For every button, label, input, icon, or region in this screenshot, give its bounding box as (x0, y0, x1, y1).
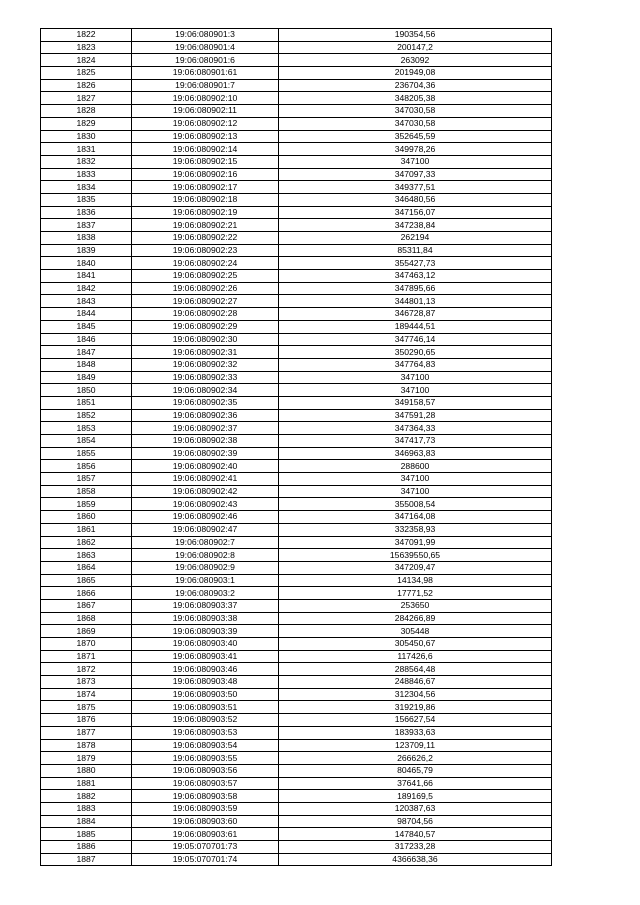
row-number-cell: 1850 (41, 384, 132, 397)
row-number-cell: 1834 (41, 181, 132, 194)
cadastral-number-cell: 19:06:080903:38 (132, 612, 279, 625)
row-number-cell: 1847 (41, 346, 132, 359)
cadastral-number-cell: 19:06:080902:8 (132, 549, 279, 562)
row-number-cell: 1853 (41, 422, 132, 435)
table-row (41, 244, 552, 257)
value-cell: 344801,13 (279, 295, 552, 308)
cadastral-number-cell: 19:06:080902:38 (132, 435, 279, 448)
cadastral-number-cell: 19:06:080903:58 (132, 790, 279, 803)
table-row (41, 460, 552, 473)
cadastral-number-cell: 19:06:080903:50 (132, 688, 279, 701)
value-cell: 347091,99 (279, 536, 552, 549)
value-cell: 347097,33 (279, 168, 552, 181)
cadastral-number-cell: 19:06:080902:12 (132, 117, 279, 130)
cadastral-number-cell: 19:06:080902:33 (132, 371, 279, 384)
row-number-cell: 1880 (41, 764, 132, 777)
table-row (41, 587, 552, 600)
cadastral-number-cell: 19:06:080903:41 (132, 650, 279, 663)
cadastral-number-cell: 19:06:080902:18 (132, 193, 279, 206)
cadastral-number-cell: 19:06:080903:40 (132, 638, 279, 651)
table-row (41, 143, 552, 156)
value-cell: 349158,57 (279, 396, 552, 409)
value-cell: 346728,87 (279, 308, 552, 321)
value-cell: 183933,63 (279, 726, 552, 739)
row-number-cell: 1846 (41, 333, 132, 346)
cadastral-number-cell: 19:06:080903:51 (132, 701, 279, 714)
table-row (41, 739, 552, 752)
cadastral-number-cell: 19:06:080903:46 (132, 663, 279, 676)
cadastral-number-cell: 19:06:080902:34 (132, 384, 279, 397)
row-number-cell: 1859 (41, 498, 132, 511)
table-row (41, 270, 552, 283)
value-cell: 347030,58 (279, 105, 552, 118)
table-row (41, 498, 552, 511)
row-number-cell: 1822 (41, 29, 132, 42)
value-cell: 355427,73 (279, 257, 552, 270)
table-row (41, 384, 552, 397)
value-cell: 4366638,36 (279, 853, 552, 866)
row-number-cell: 1883 (41, 802, 132, 815)
value-cell: 156627,54 (279, 714, 552, 727)
row-number-cell: 1826 (41, 79, 132, 92)
row-number-cell: 1866 (41, 587, 132, 600)
cadastral-number-cell: 19:06:080902:19 (132, 206, 279, 219)
cadastral-number-cell: 19:06:080902:47 (132, 523, 279, 536)
value-cell: 98704,56 (279, 815, 552, 828)
row-number-cell: 1828 (41, 105, 132, 118)
value-cell: 347100 (279, 485, 552, 498)
value-cell: 305450,67 (279, 638, 552, 651)
cadastral-number-cell: 19:06:080903:2 (132, 587, 279, 600)
value-cell: 262194 (279, 232, 552, 245)
row-number-cell: 1886 (41, 841, 132, 854)
value-cell: 347746,14 (279, 333, 552, 346)
table-row (41, 511, 552, 524)
value-cell: 347238,84 (279, 219, 552, 232)
table-row (41, 714, 552, 727)
cadastral-number-cell: 19:06:080903:57 (132, 777, 279, 790)
value-cell: 201949,08 (279, 67, 552, 80)
cadastral-value-table (40, 28, 552, 866)
value-cell: 350290,65 (279, 346, 552, 359)
table-row (41, 663, 552, 676)
table-row (41, 676, 552, 689)
table-row (41, 650, 552, 663)
row-number-cell: 1858 (41, 485, 132, 498)
row-number-cell: 1870 (41, 638, 132, 651)
value-cell: 355008,54 (279, 498, 552, 511)
value-cell: 123709,11 (279, 739, 552, 752)
table-row (41, 536, 552, 549)
table-row (41, 853, 552, 866)
table-row (41, 473, 552, 486)
cadastral-number-cell: 19:06:080902:21 (132, 219, 279, 232)
table-row (41, 599, 552, 612)
table-row (41, 168, 552, 181)
table-row (41, 29, 552, 42)
table-row (41, 232, 552, 245)
row-number-cell: 1856 (41, 460, 132, 473)
cadastral-number-cell: 19:06:080902:10 (132, 92, 279, 105)
value-cell: 347364,33 (279, 422, 552, 435)
row-number-cell: 1836 (41, 206, 132, 219)
table-row (41, 346, 552, 359)
row-number-cell: 1860 (41, 511, 132, 524)
row-number-cell: 1841 (41, 270, 132, 283)
cadastral-number-cell: 19:06:080902:7 (132, 536, 279, 549)
row-number-cell: 1843 (41, 295, 132, 308)
cadastral-number-cell: 19:06:080903:54 (132, 739, 279, 752)
row-number-cell: 1845 (41, 320, 132, 333)
value-cell: 347764,83 (279, 358, 552, 371)
cadastral-number-cell: 19:06:080903:52 (132, 714, 279, 727)
row-number-cell: 1840 (41, 257, 132, 270)
row-number-cell: 1848 (41, 358, 132, 371)
cadastral-number-cell: 19:06:080903:39 (132, 625, 279, 638)
row-number-cell: 1873 (41, 676, 132, 689)
row-number-cell: 1876 (41, 714, 132, 727)
row-number-cell: 1854 (41, 435, 132, 448)
cadastral-number-cell: 19:06:080902:22 (132, 232, 279, 245)
row-number-cell: 1887 (41, 853, 132, 866)
value-cell: 346963,83 (279, 447, 552, 460)
cadastral-number-cell: 19:06:080901:7 (132, 79, 279, 92)
table-row (41, 181, 552, 194)
value-cell: 347030,58 (279, 117, 552, 130)
cadastral-number-cell: 19:06:080902:32 (132, 358, 279, 371)
row-number-cell: 1867 (41, 599, 132, 612)
cadastral-number-cell: 19:06:080902:26 (132, 282, 279, 295)
table-row (41, 409, 552, 422)
cadastral-number-cell: 19:06:080902:37 (132, 422, 279, 435)
value-cell: 288564,48 (279, 663, 552, 676)
cadastral-number-cell: 19:06:080902:15 (132, 155, 279, 168)
value-cell: 347895,66 (279, 282, 552, 295)
row-number-cell: 1871 (41, 650, 132, 663)
cadastral-number-cell: 19:06:080903:1 (132, 574, 279, 587)
table-row (41, 396, 552, 409)
value-cell: 349978,26 (279, 143, 552, 156)
row-number-cell: 1823 (41, 41, 132, 54)
value-cell: 15639550,65 (279, 549, 552, 562)
table-row (41, 612, 552, 625)
row-number-cell: 1838 (41, 232, 132, 245)
value-cell: 312304,56 (279, 688, 552, 701)
cadastral-number-cell: 19:06:080902:13 (132, 130, 279, 143)
value-cell: 253650 (279, 599, 552, 612)
cadastral-number-cell: 19:06:080902:41 (132, 473, 279, 486)
table-row (41, 117, 552, 130)
value-cell: 347164,08 (279, 511, 552, 524)
table-row (41, 282, 552, 295)
table-row (41, 726, 552, 739)
value-cell: 189444,51 (279, 320, 552, 333)
value-cell: 263092 (279, 54, 552, 67)
row-number-cell: 1857 (41, 473, 132, 486)
cadastral-number-cell: 19:06:080903:60 (132, 815, 279, 828)
value-cell: 347591,28 (279, 409, 552, 422)
cadastral-number-cell: 19:06:080901:6 (132, 54, 279, 67)
row-number-cell: 1882 (41, 790, 132, 803)
table-row (41, 561, 552, 574)
row-number-cell: 1842 (41, 282, 132, 295)
cadastral-number-cell: 19:06:080903:48 (132, 676, 279, 689)
table-row (41, 422, 552, 435)
value-cell: 190354,56 (279, 29, 552, 42)
cadastral-number-cell: 19:06:080901:3 (132, 29, 279, 42)
table-row (41, 701, 552, 714)
row-number-cell: 1872 (41, 663, 132, 676)
value-cell: 319219,86 (279, 701, 552, 714)
value-cell: 349377,51 (279, 181, 552, 194)
table-row (41, 320, 552, 333)
row-number-cell: 1844 (41, 308, 132, 321)
cadastral-number-cell: 19:06:080902:24 (132, 257, 279, 270)
row-number-cell: 1878 (41, 739, 132, 752)
value-cell: 284266,89 (279, 612, 552, 625)
cadastral-number-cell: 19:06:080902:46 (132, 511, 279, 524)
row-number-cell: 1833 (41, 168, 132, 181)
table-row (41, 155, 552, 168)
cadastral-number-cell: 19:06:080902:17 (132, 181, 279, 194)
table-row (41, 92, 552, 105)
table-row (41, 777, 552, 790)
row-number-cell: 1863 (41, 549, 132, 562)
row-number-cell: 1869 (41, 625, 132, 638)
value-cell: 236704,36 (279, 79, 552, 92)
cadastral-number-cell: 19:06:080902:36 (132, 409, 279, 422)
table-row (41, 54, 552, 67)
cadastral-number-cell: 19:06:080902:35 (132, 396, 279, 409)
row-number-cell: 1829 (41, 117, 132, 130)
cadastral-number-cell: 19:06:080901:61 (132, 67, 279, 80)
cadastral-number-cell: 19:06:080902:25 (132, 270, 279, 283)
value-cell: 200147,2 (279, 41, 552, 54)
row-number-cell: 1849 (41, 371, 132, 384)
row-number-cell: 1825 (41, 67, 132, 80)
cadastral-number-cell: 19:06:080903:61 (132, 828, 279, 841)
table-row (41, 257, 552, 270)
value-cell: 347463,12 (279, 270, 552, 283)
table-body (41, 29, 552, 866)
cadastral-number-cell: 19:06:080902:29 (132, 320, 279, 333)
table-row (41, 485, 552, 498)
table-row (41, 764, 552, 777)
table-row (41, 815, 552, 828)
row-number-cell: 1874 (41, 688, 132, 701)
cadastral-number-cell: 19:06:080902:14 (132, 143, 279, 156)
row-number-cell: 1862 (41, 536, 132, 549)
value-cell: 266626,2 (279, 752, 552, 765)
cadastral-number-cell: 19:06:080902:23 (132, 244, 279, 257)
value-cell: 348205,38 (279, 92, 552, 105)
value-cell: 332358,93 (279, 523, 552, 536)
row-number-cell: 1851 (41, 396, 132, 409)
row-number-cell: 1885 (41, 828, 132, 841)
table-row (41, 130, 552, 143)
value-cell: 147840,57 (279, 828, 552, 841)
table-row (41, 828, 552, 841)
cadastral-number-cell: 19:06:080902:42 (132, 485, 279, 498)
cadastral-number-cell: 19:06:080902:11 (132, 105, 279, 118)
row-number-cell: 1861 (41, 523, 132, 536)
table-row (41, 523, 552, 536)
table-row (41, 752, 552, 765)
cadastral-number-cell: 19:06:080902:28 (132, 308, 279, 321)
table-row (41, 549, 552, 562)
table-row (41, 193, 552, 206)
value-cell: 317233,28 (279, 841, 552, 854)
cadastral-number-cell: 19:06:080903:53 (132, 726, 279, 739)
value-cell: 352645,59 (279, 130, 552, 143)
table-row (41, 41, 552, 54)
value-cell: 347100 (279, 384, 552, 397)
value-cell: 120387,63 (279, 802, 552, 815)
value-cell: 347100 (279, 473, 552, 486)
cadastral-number-cell: 19:06:080902:16 (132, 168, 279, 181)
row-number-cell: 1837 (41, 219, 132, 232)
row-number-cell: 1865 (41, 574, 132, 587)
value-cell: 17771,52 (279, 587, 552, 600)
table-row (41, 308, 552, 321)
table-row (41, 638, 552, 651)
row-number-cell: 1852 (41, 409, 132, 422)
cadastral-number-cell: 19:06:080903:59 (132, 802, 279, 815)
table-row (41, 219, 552, 232)
table-row (41, 447, 552, 460)
row-number-cell: 1831 (41, 143, 132, 156)
value-cell: 347209,47 (279, 561, 552, 574)
table-row (41, 574, 552, 587)
cadastral-number-cell: 19:06:080903:37 (132, 599, 279, 612)
value-cell: 305448 (279, 625, 552, 638)
value-cell: 189169,5 (279, 790, 552, 803)
value-cell: 347100 (279, 155, 552, 168)
table-row (41, 358, 552, 371)
row-number-cell: 1879 (41, 752, 132, 765)
row-number-cell: 1877 (41, 726, 132, 739)
value-cell: 248846,67 (279, 676, 552, 689)
cadastral-number-cell: 19:05:070701:73 (132, 841, 279, 854)
row-number-cell: 1864 (41, 561, 132, 574)
table-row (41, 206, 552, 219)
table-row (41, 371, 552, 384)
value-cell: 80465,79 (279, 764, 552, 777)
table-row (41, 295, 552, 308)
value-cell: 347417,73 (279, 435, 552, 448)
value-cell: 347156,07 (279, 206, 552, 219)
value-cell: 288600 (279, 460, 552, 473)
cadastral-number-cell: 19:06:080901:4 (132, 41, 279, 54)
row-number-cell: 1884 (41, 815, 132, 828)
value-cell: 85311,84 (279, 244, 552, 257)
row-number-cell: 1835 (41, 193, 132, 206)
cadastral-number-cell: 19:06:080902:39 (132, 447, 279, 460)
row-number-cell: 1875 (41, 701, 132, 714)
row-number-cell: 1830 (41, 130, 132, 143)
row-number-cell: 1827 (41, 92, 132, 105)
cadastral-number-cell: 19:06:080902:27 (132, 295, 279, 308)
table-row (41, 435, 552, 448)
table-row (41, 688, 552, 701)
row-number-cell: 1881 (41, 777, 132, 790)
cadastral-number-cell: 19:06:080903:55 (132, 752, 279, 765)
row-number-cell: 1855 (41, 447, 132, 460)
value-cell: 14134,98 (279, 574, 552, 587)
row-number-cell: 1824 (41, 54, 132, 67)
cadastral-number-cell: 19:06:080902:30 (132, 333, 279, 346)
cadastral-number-cell: 19:06:080902:40 (132, 460, 279, 473)
row-number-cell: 1868 (41, 612, 132, 625)
table-row (41, 79, 552, 92)
value-cell: 117426,6 (279, 650, 552, 663)
value-cell: 346480,56 (279, 193, 552, 206)
row-number-cell: 1832 (41, 155, 132, 168)
table-row (41, 105, 552, 118)
row-number-cell: 1839 (41, 244, 132, 257)
table-row (41, 841, 552, 854)
table-row (41, 625, 552, 638)
table-row (41, 333, 552, 346)
cadastral-number-cell: 19:06:080902:43 (132, 498, 279, 511)
value-cell: 347100 (279, 371, 552, 384)
value-cell: 37641,66 (279, 777, 552, 790)
cadastral-number-cell: 19:06:080902:31 (132, 346, 279, 359)
table-row (41, 802, 552, 815)
cadastral-number-cell: 19:06:080902:9 (132, 561, 279, 574)
cadastral-number-cell: 19:06:080903:56 (132, 764, 279, 777)
table-row (41, 790, 552, 803)
cadastral-number-cell: 19:05:070701:74 (132, 853, 279, 866)
table-row (41, 67, 552, 80)
